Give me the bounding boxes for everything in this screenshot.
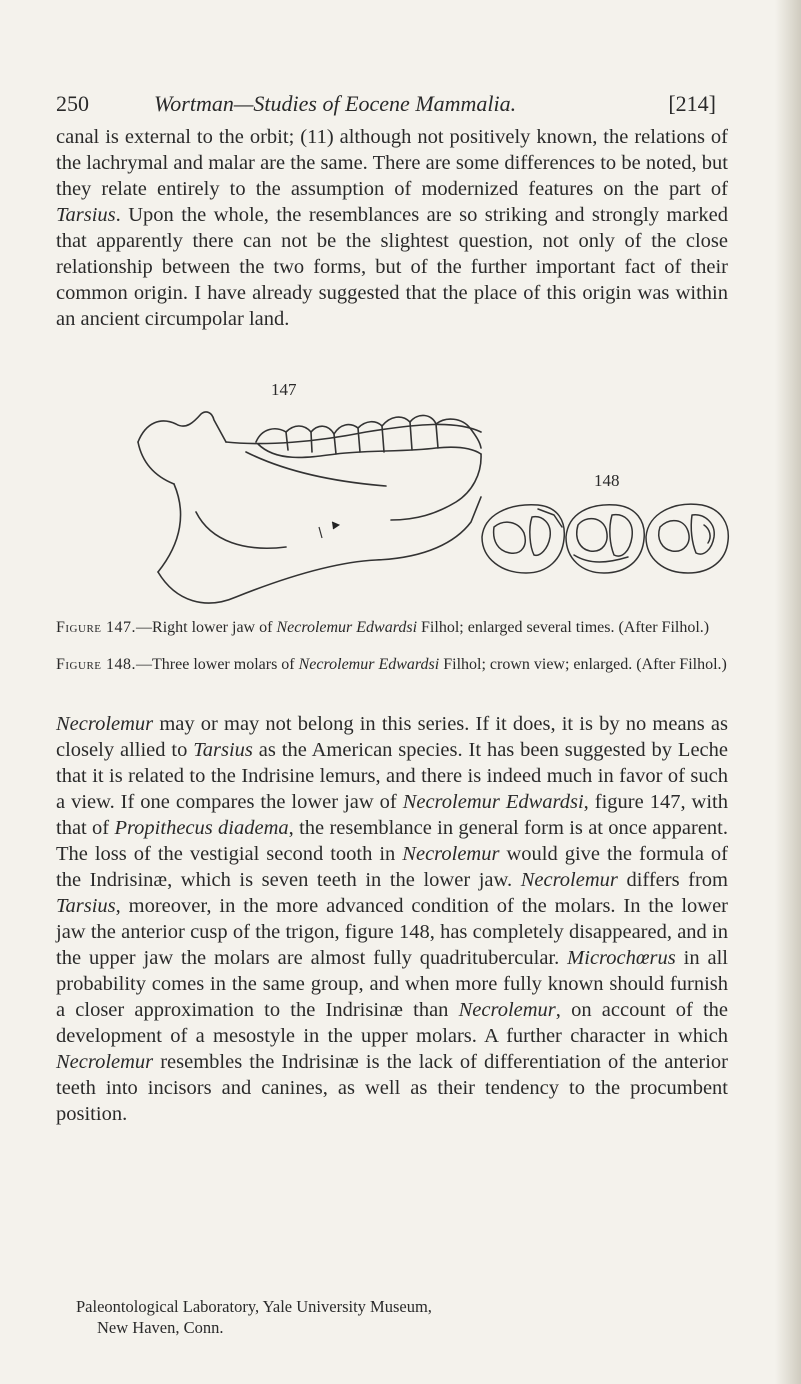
p2-taxon-7: Tarsius [56,895,116,917]
caption-148-species: Necrolemur Edwardsi [298,656,440,673]
p2-taxon-5: Necrolemur [402,843,500,865]
p2-text-5: would give the formula of the Indrisinæ, which is seven teeth in the lower jaw. [56,843,728,891]
figure-147-jaw-drawing [136,402,486,617]
bracket-number: [214] [668,91,716,116]
figure-148-molars-drawing [478,497,733,579]
p2-text-9: , on account of the development of a mesostyle in the upper molars. A further character in which [56,999,728,1047]
p2-text-4: , the resemblance in general form is at once apparent. The loss of the vestigial second tooth in [56,817,728,865]
p2-taxon-9: Necrolemur [458,999,556,1021]
caption-148-label: Figure 148. [56,656,137,673]
p2-text-10: resembles the Indrisinæ is the lack of differentiation of the anterior teeth into incisors and canines, as well as their tendency to the procumbent position. [56,1051,728,1125]
caption-147-text-b: Filhol; enlarged several times. (After Filhol.) [417,619,710,636]
caption-148-text-b: Filhol; crown view; enlarged. (After Filhol.) [439,656,727,673]
affiliation [76,1296,676,1338]
p2-taxon-3: Necrolemur Edwardsi [402,791,584,813]
paragraph-1-text: canal is external to the orbit; (11) although not positively known, the relations of the lachrymal and malar are the same. There are some differences to be noted, but they relate entirely to the assumption of modernized features on the part of [56,126,728,200]
p2-taxon-8: Microchœrus [567,947,676,969]
figure-148-number: 148 [594,471,620,490]
affiliation-line-2: New Haven, Conn. [97,1318,224,1337]
paragraph-1-rest: . Upon the whole, the resemblances are so striking and strongly marked that apparently there can not be the slightest question, not only of the close relationship between the two forms, but of the further important fact of their common origin. I have already suggested that the place of this origin was within an ancient circumpolar land. [56,204,728,330]
p2-taxon-10: Necrolemur [56,1051,154,1073]
p2-taxon-2: Tarsius [193,739,253,761]
p2-taxon-4: Propithecus diadema [114,817,289,839]
p2-text-1: may or may not belong in this series. If it does, it is by no means as closely allied to [56,713,728,761]
page-edge-shadow [775,0,801,1384]
figure-147-number: 147 [271,380,297,399]
affiliation-line-1: Paleontological Laboratory, Yale University Museum, [76,1297,432,1316]
caption-147-species: Necrolemur Edwardsi [276,619,418,636]
p2-text-2: as the American species. It has been suggested by Leche that it is related to the Indrisine lemurs, and there is indeed much in favor of such a view. If one compares the lower jaw of [56,739,728,813]
caption-148-text-a: —Three lower molars of [136,656,299,673]
caption-147-label: Figure 147. [56,619,137,636]
caption-figure-148 [56,655,728,674]
running-title: Wortman—Studies of Eocene Mammalia. [154,91,517,116]
page-number: 250 [56,91,89,116]
caption-147-text-a: —Right lower jaw of [136,619,277,636]
paragraph-1-taxon: Tarsius [56,204,116,226]
caption-figure-147 [56,618,728,637]
p2-text-8: in all probability comes in the same group, and when more fully known should furnish a closer approximation to the Indrisinæ than [56,947,728,1021]
page-header [56,83,716,123]
p2-text-7: , moreover, in the more advanced condition of the molars. In the lower jaw the anterior cusp of the trigon, figure 148, has completely disappeared, and in the upper jaw the molars are almost fully quadritubercular. [56,895,728,969]
paragraph-2 [56,711,728,1127]
paragraph-1 [56,124,728,332]
p2-taxon-6: Necrolemur [520,869,618,891]
p2-taxon-1: Necrolemur [56,713,154,735]
p2-text-3: , figure 147, with that of [56,791,728,839]
p2-text-6: differs from [617,869,729,891]
